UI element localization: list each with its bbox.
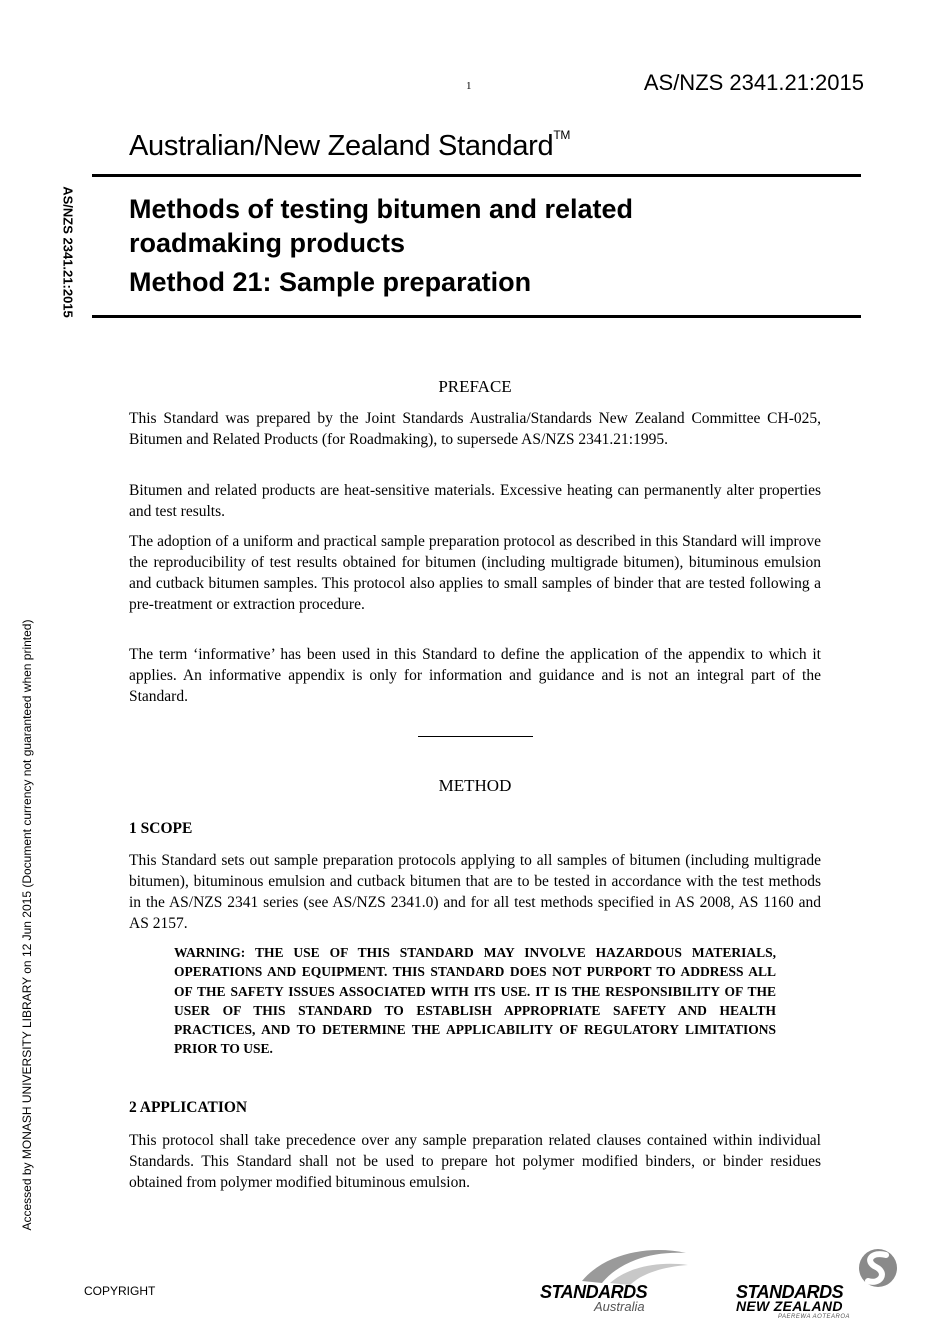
heading-text: Australian/New Zealand Standard <box>129 130 554 162</box>
method-heading: METHOD <box>438 776 512 795</box>
warning-text: WARNING: THE USE OF THIS STANDARD MAY INVOLVE HAZARDOUS MATERIALS, OPERATIONS AND EQUIPMENT. THIS STANDARD DOES NOT PURPORT TO ADDRESS ALL OF THE SAFETY ISSUES ASSOCIATED WITH ITS USE. IT IS THE RESPONSIBILITY OF THE USER OF THIS STANDARD TO ESTABLISH APPROPRIATE SAFETY AND HEALTH PRACTICES, AND TO DETERMINE THE APPLICABILITY OF REGULATORY LIMITATIONS PRIOR TO USE. <box>174 945 776 1057</box>
title-line-1: Methods of testing bitumen and related <box>129 194 634 224</box>
page-number: 1 <box>466 80 472 92</box>
logo-sa-line-2: Australia <box>594 1299 645 1314</box>
method-title: Method 21: Sample preparation <box>129 267 532 297</box>
logo-sa-line-1: STANDARDS <box>540 1282 648 1302</box>
preface-paragraph-2: Bitumen and related products are heat-sensitive materials. Excessive heating can permanently alter properties and test results. <box>129 482 821 520</box>
logo-nz-line-3: PAEREWA AOTEAROA <box>778 1314 851 1320</box>
logo-nz-line-2: NEW ZEALAND <box>736 1298 843 1314</box>
logo-nz-line-1: STANDARDS <box>736 1282 844 1302</box>
swoosh-icon <box>580 1245 690 1285</box>
s-emblem-icon <box>858 1245 898 1291</box>
top-rule <box>92 174 861 177</box>
standard-heading <box>129 130 570 163</box>
document-title <box>129 192 829 260</box>
standards-nz-logo <box>736 1245 906 1320</box>
preface-paragraph-4: The term ‘informative’ has been used in this Standard to define the application of the appendix to which it applies. An informative appendix is only for information and guidance and is not an integral part of the Standard. <box>129 646 821 705</box>
preface-paragraph-3: The adoption of a uniform and practical sample preparation protocol as described in this Standard will improve the reproducibility of test results obtained for bitumen (including multigrade bitumen), bituminous emulsion and cutback bitumen samples. This protocol also applies to small samples of binder that are tested following a pre-treatment or extraction procedure. <box>129 533 821 613</box>
side-standard-id-text: AS/NZS 2341.21:2015 <box>60 186 76 318</box>
title-line-2: roadmaking products <box>129 228 406 258</box>
side-standard-id <box>43 172 93 332</box>
application-heading: 2 APPLICATION <box>129 1099 248 1116</box>
scope-text: This Standard sets out sample preparation protocols applying to all samples of bitumen (including multigrade bitumen), bituminous emulsion and cutback bitumen that are to be tested in accordance with the test methods in the AS/NZS 2341 series (see AS/NZS 2341.0) and for all test methods specified in AS 2008, AS 1160 and AS 2157. <box>129 852 821 932</box>
standard-id: AS/NZS 2341.21:2015 <box>643 70 864 95</box>
standards-australia-logo <box>540 1245 690 1315</box>
application-text: This protocol shall take precedence over any sample preparation related clauses contained within individual Standards. This Standard shall not be used to prepare hot polymer modified binders, or binder residues obtained from polymer modified bituminous emulsion. <box>129 1132 821 1191</box>
preface-heading: PREFACE <box>438 377 512 396</box>
scope-heading: 1 SCOPE <box>129 820 193 837</box>
access-note <box>7 597 47 1252</box>
trademark-symbol: TM <box>553 128 571 142</box>
access-note-text: Accessed by MONASH UNIVERSITY LIBRARY on 12 Jun 2015 (Document currency not guaranteed when printed) <box>20 619 34 1230</box>
preface-paragraph-1: This Standard was prepared by the Joint Standards Australia/Standards New Zealand Committee CH-025, Bitumen and Related Products (for Roadmaking), to supersede AS/NZS 2341.21:1995. <box>129 410 821 448</box>
bottom-rule <box>92 315 861 318</box>
section-separator <box>418 736 533 737</box>
copyright-label: COPYRIGHT <box>84 1284 156 1298</box>
